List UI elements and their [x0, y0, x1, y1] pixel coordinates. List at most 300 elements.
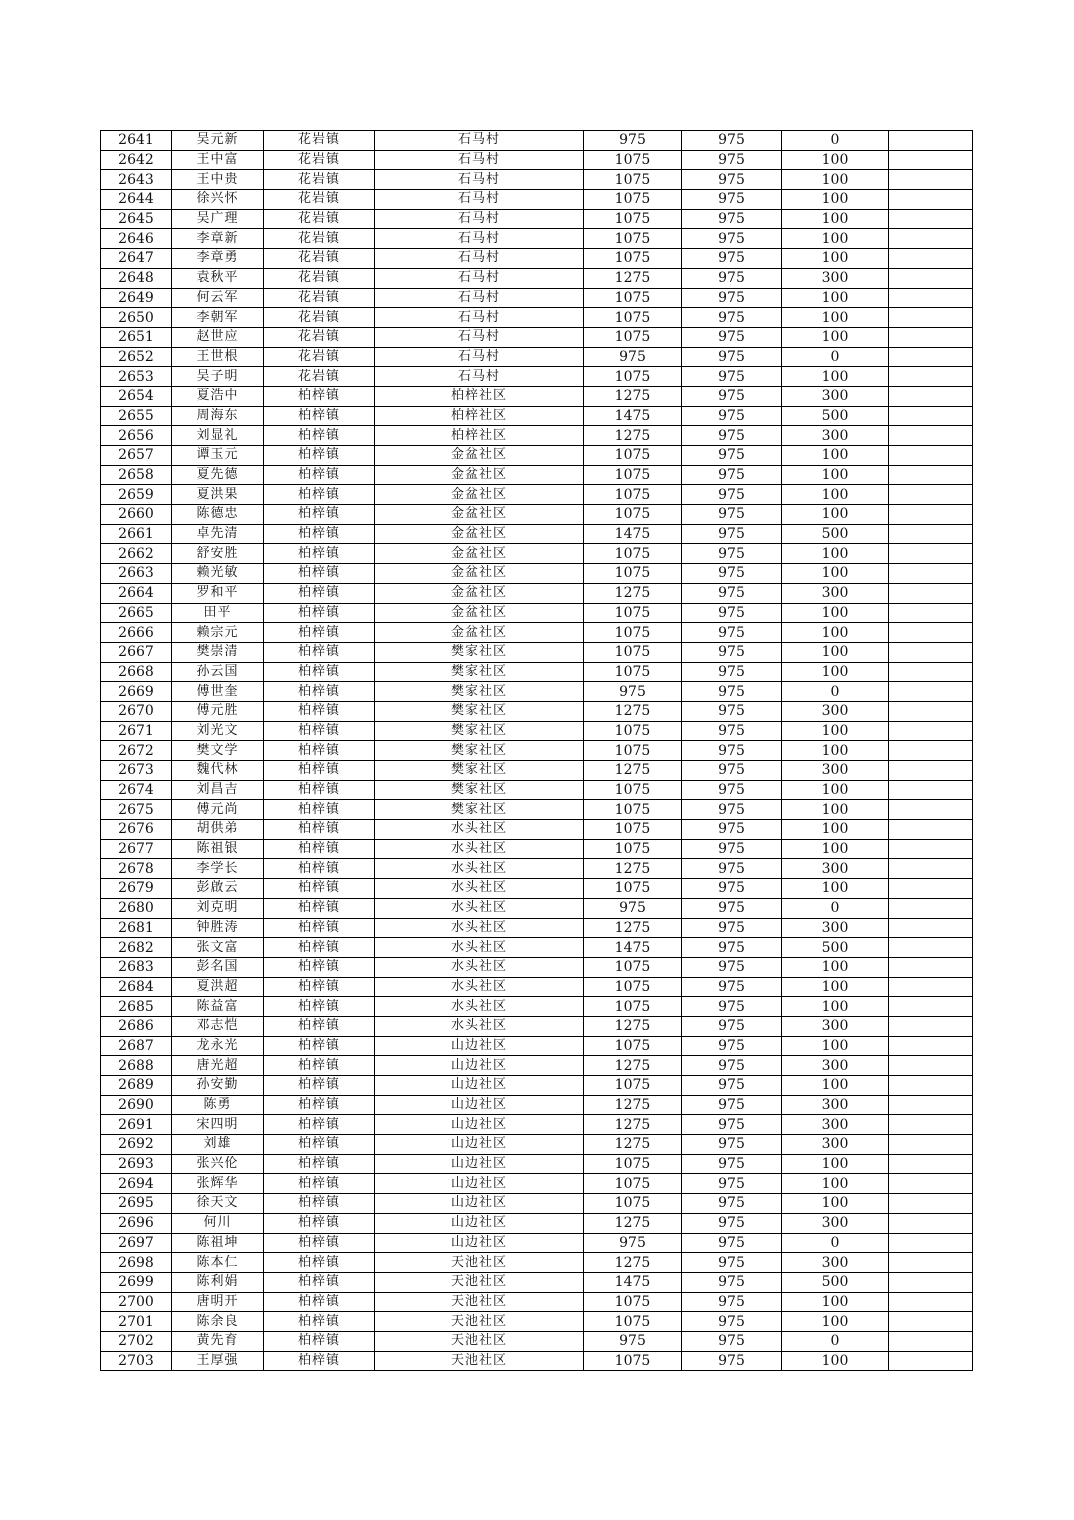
name-cell: 刘昌吉 — [172, 780, 264, 800]
table-row — [101, 347, 973, 367]
row-number-cell: 2681 — [101, 918, 172, 938]
amount-b-cell: 975 — [682, 977, 782, 997]
table-row — [101, 800, 973, 820]
village-cell: 山边社区 — [375, 1174, 584, 1194]
amount-b-cell: 975 — [682, 288, 782, 308]
difference-cell: 100 — [782, 367, 889, 387]
amount-b-cell: 975 — [682, 741, 782, 761]
name-cell: 陈勇 — [172, 1095, 264, 1115]
difference-cell: 100 — [782, 741, 889, 761]
amount-b-cell: 975 — [682, 1194, 782, 1214]
name-cell: 魏代林 — [172, 761, 264, 781]
village-cell: 柏梓社区 — [375, 426, 584, 446]
difference-cell: 100 — [782, 465, 889, 485]
row-number-cell: 2648 — [101, 268, 172, 288]
table-row — [101, 229, 973, 249]
town-cell: 柏梓镇 — [264, 1174, 375, 1194]
difference-cell: 300 — [782, 1095, 889, 1115]
row-number-cell: 2655 — [101, 406, 172, 426]
amount-b-cell: 975 — [682, 524, 782, 544]
row-number-cell: 2692 — [101, 1135, 172, 1155]
remark-cell — [889, 879, 973, 899]
amount-b-cell: 975 — [682, 1351, 782, 1371]
row-number-cell: 2644 — [101, 190, 172, 210]
town-cell: 柏梓镇 — [264, 1272, 375, 1292]
amount-a-cell: 1475 — [584, 524, 682, 544]
name-cell: 李章勇 — [172, 249, 264, 269]
name-cell: 唐光超 — [172, 1056, 264, 1076]
table-row — [101, 1351, 973, 1371]
difference-cell: 300 — [782, 583, 889, 603]
town-cell: 柏梓镇 — [264, 386, 375, 406]
name-cell: 陈祖银 — [172, 839, 264, 859]
name-cell: 王中富 — [172, 150, 264, 170]
row-number-cell: 2642 — [101, 150, 172, 170]
difference-cell: 100 — [782, 1154, 889, 1174]
table-row — [101, 426, 973, 446]
name-cell: 赖光敏 — [172, 564, 264, 584]
amount-a-cell: 1075 — [584, 564, 682, 584]
row-number-cell: 2656 — [101, 426, 172, 446]
remark-cell — [889, 1194, 973, 1214]
village-cell: 水头社区 — [375, 918, 584, 938]
town-cell: 柏梓镇 — [264, 957, 375, 977]
difference-cell: 100 — [782, 505, 889, 525]
row-number-cell: 2699 — [101, 1272, 172, 1292]
town-cell: 柏梓镇 — [264, 918, 375, 938]
town-cell: 柏梓镇 — [264, 1115, 375, 1135]
amount-a-cell: 1075 — [584, 1194, 682, 1214]
amount-b-cell: 975 — [682, 465, 782, 485]
amount-a-cell: 1075 — [584, 820, 682, 840]
town-cell: 柏梓镇 — [264, 544, 375, 564]
village-cell: 天池社区 — [375, 1253, 584, 1273]
town-cell: 柏梓镇 — [264, 1194, 375, 1214]
village-cell: 山边社区 — [375, 1135, 584, 1155]
table-row — [101, 564, 973, 584]
amount-b-cell: 975 — [682, 505, 782, 525]
name-cell: 罗和平 — [172, 583, 264, 603]
difference-cell: 0 — [782, 1331, 889, 1351]
difference-cell: 300 — [782, 859, 889, 879]
amount-a-cell: 1075 — [584, 1292, 682, 1312]
table-row — [101, 859, 973, 879]
name-cell: 周海东 — [172, 406, 264, 426]
remark-cell — [889, 150, 973, 170]
table-row — [101, 150, 973, 170]
village-cell: 金盆社区 — [375, 544, 584, 564]
remark-cell — [889, 131, 973, 151]
name-cell: 陈余良 — [172, 1312, 264, 1332]
amount-a-cell: 1275 — [584, 268, 682, 288]
amount-a-cell: 1075 — [584, 957, 682, 977]
town-cell: 柏梓镇 — [264, 800, 375, 820]
town-cell: 柏梓镇 — [264, 859, 375, 879]
difference-cell: 0 — [782, 347, 889, 367]
difference-cell: 300 — [782, 426, 889, 446]
amount-b-cell: 975 — [682, 347, 782, 367]
row-number-cell: 2663 — [101, 564, 172, 584]
table-row — [101, 1312, 973, 1332]
amount-b-cell: 975 — [682, 1154, 782, 1174]
amount-a-cell: 1075 — [584, 1154, 682, 1174]
town-cell: 柏梓镇 — [264, 1213, 375, 1233]
name-cell: 徐天文 — [172, 1194, 264, 1214]
remark-cell — [889, 288, 973, 308]
row-number-cell: 2643 — [101, 170, 172, 190]
name-cell: 张辉华 — [172, 1174, 264, 1194]
remark-cell — [889, 938, 973, 958]
town-cell: 柏梓镇 — [264, 977, 375, 997]
difference-cell: 500 — [782, 406, 889, 426]
table-row — [101, 642, 973, 662]
amount-a-cell: 1075 — [584, 800, 682, 820]
amount-a-cell: 1075 — [584, 209, 682, 229]
amount-b-cell: 975 — [682, 1016, 782, 1036]
amount-b-cell: 975 — [682, 485, 782, 505]
table-row — [101, 662, 973, 682]
amount-a-cell: 1275 — [584, 701, 682, 721]
amount-b-cell: 975 — [682, 229, 782, 249]
table-row — [101, 524, 973, 544]
difference-cell: 100 — [782, 249, 889, 269]
amount-a-cell: 1275 — [584, 1056, 682, 1076]
row-number-cell: 2673 — [101, 761, 172, 781]
village-cell: 石马村 — [375, 308, 584, 328]
town-cell: 柏梓镇 — [264, 1351, 375, 1371]
table-row — [101, 190, 973, 210]
village-cell: 金盆社区 — [375, 603, 584, 623]
row-number-cell: 2702 — [101, 1331, 172, 1351]
name-cell: 谭玉元 — [172, 446, 264, 466]
town-cell: 柏梓镇 — [264, 446, 375, 466]
remark-cell — [889, 327, 973, 347]
amount-b-cell: 975 — [682, 859, 782, 879]
village-cell: 石马村 — [375, 249, 584, 269]
row-number-cell: 2678 — [101, 859, 172, 879]
difference-cell: 300 — [782, 386, 889, 406]
amount-a-cell: 1075 — [584, 308, 682, 328]
amount-b-cell: 975 — [682, 209, 782, 229]
amount-a-cell: 1275 — [584, 1095, 682, 1115]
table-row — [101, 879, 973, 899]
amount-b-cell: 975 — [682, 446, 782, 466]
amount-b-cell: 975 — [682, 682, 782, 702]
amount-b-cell: 975 — [682, 642, 782, 662]
amount-a-cell: 1275 — [584, 1016, 682, 1036]
village-cell: 水头社区 — [375, 977, 584, 997]
table-row — [101, 1213, 973, 1233]
table-row — [101, 367, 973, 387]
name-cell: 田平 — [172, 603, 264, 623]
name-cell: 赵世应 — [172, 327, 264, 347]
table-row — [101, 1076, 973, 1096]
remark-cell — [889, 780, 973, 800]
table-row — [101, 406, 973, 426]
difference-cell: 100 — [782, 820, 889, 840]
remark-cell — [889, 1272, 973, 1292]
table-row — [101, 308, 973, 328]
amount-b-cell: 975 — [682, 761, 782, 781]
amount-b-cell: 975 — [682, 1056, 782, 1076]
village-cell: 樊家社区 — [375, 721, 584, 741]
amount-b-cell: 975 — [682, 1174, 782, 1194]
amount-a-cell: 1075 — [584, 446, 682, 466]
town-cell: 花岩镇 — [264, 170, 375, 190]
row-number-cell: 2669 — [101, 682, 172, 702]
village-cell: 天池社区 — [375, 1331, 584, 1351]
village-cell: 樊家社区 — [375, 761, 584, 781]
amount-a-cell: 1475 — [584, 406, 682, 426]
remark-cell — [889, 800, 973, 820]
row-number-cell: 2665 — [101, 603, 172, 623]
amount-a-cell: 1275 — [584, 859, 682, 879]
remark-cell — [889, 741, 973, 761]
remark-cell — [889, 268, 973, 288]
row-number-cell: 2675 — [101, 800, 172, 820]
difference-cell: 100 — [782, 1312, 889, 1332]
table-row — [101, 603, 973, 623]
village-cell: 金盆社区 — [375, 524, 584, 544]
table-row — [101, 1135, 973, 1155]
table-row — [101, 446, 973, 466]
name-cell: 王中贵 — [172, 170, 264, 190]
table-row — [101, 1272, 973, 1292]
amount-b-cell: 975 — [682, 701, 782, 721]
difference-cell: 100 — [782, 780, 889, 800]
village-cell: 山边社区 — [375, 1056, 584, 1076]
name-cell: 李朝军 — [172, 308, 264, 328]
row-number-cell: 2659 — [101, 485, 172, 505]
row-number-cell: 2693 — [101, 1154, 172, 1174]
village-cell: 石马村 — [375, 327, 584, 347]
village-cell: 石马村 — [375, 288, 584, 308]
amount-a-cell: 1075 — [584, 780, 682, 800]
amount-b-cell: 975 — [682, 839, 782, 859]
row-number-cell: 2652 — [101, 347, 172, 367]
village-cell: 柏梓社区 — [375, 386, 584, 406]
village-cell: 金盆社区 — [375, 465, 584, 485]
table-row — [101, 485, 973, 505]
amount-a-cell: 1275 — [584, 1135, 682, 1155]
row-number-cell: 2682 — [101, 938, 172, 958]
row-number-cell: 2696 — [101, 1213, 172, 1233]
town-cell: 柏梓镇 — [264, 701, 375, 721]
amount-b-cell: 975 — [682, 662, 782, 682]
village-cell: 山边社区 — [375, 1076, 584, 1096]
difference-cell: 100 — [782, 997, 889, 1017]
remark-cell — [889, 544, 973, 564]
amount-b-cell: 975 — [682, 721, 782, 741]
amount-b-cell: 975 — [682, 938, 782, 958]
town-cell: 花岩镇 — [264, 131, 375, 151]
name-cell: 卓先清 — [172, 524, 264, 544]
village-cell: 金盆社区 — [375, 485, 584, 505]
village-cell: 樊家社区 — [375, 741, 584, 761]
village-cell: 水头社区 — [375, 898, 584, 918]
row-number-cell: 2657 — [101, 446, 172, 466]
village-cell: 樊家社区 — [375, 642, 584, 662]
remark-cell — [889, 170, 973, 190]
difference-cell: 100 — [782, 1292, 889, 1312]
amount-b-cell: 975 — [682, 623, 782, 643]
village-cell: 山边社区 — [375, 1233, 584, 1253]
name-cell: 何川 — [172, 1213, 264, 1233]
village-cell: 水头社区 — [375, 839, 584, 859]
amount-a-cell: 1075 — [584, 977, 682, 997]
village-cell: 水头社区 — [375, 1016, 584, 1036]
difference-cell: 100 — [782, 190, 889, 210]
row-number-cell: 2700 — [101, 1292, 172, 1312]
remark-cell — [889, 1135, 973, 1155]
amount-b-cell: 975 — [682, 1135, 782, 1155]
difference-cell: 0 — [782, 898, 889, 918]
town-cell: 花岩镇 — [264, 347, 375, 367]
amount-a-cell: 1075 — [584, 1351, 682, 1371]
amount-b-cell: 975 — [682, 583, 782, 603]
row-number-cell: 2664 — [101, 583, 172, 603]
town-cell: 柏梓镇 — [264, 780, 375, 800]
town-cell: 柏梓镇 — [264, 1076, 375, 1096]
village-cell: 石马村 — [375, 170, 584, 190]
village-cell: 石马村 — [375, 190, 584, 210]
remark-cell — [889, 662, 973, 682]
difference-cell: 100 — [782, 839, 889, 859]
name-cell: 王世根 — [172, 347, 264, 367]
name-cell: 刘克明 — [172, 898, 264, 918]
village-cell: 石马村 — [375, 209, 584, 229]
table-row — [101, 327, 973, 347]
row-number-cell: 2660 — [101, 505, 172, 525]
remark-cell — [889, 1036, 973, 1056]
amount-a-cell: 1075 — [584, 150, 682, 170]
table-row — [101, 977, 973, 997]
village-cell: 樊家社区 — [375, 780, 584, 800]
row-number-cell: 2701 — [101, 1312, 172, 1332]
amount-a-cell: 1075 — [584, 170, 682, 190]
amount-a-cell: 1075 — [584, 642, 682, 662]
town-cell: 柏梓镇 — [264, 426, 375, 446]
table-row — [101, 131, 973, 151]
name-cell: 吴元新 — [172, 131, 264, 151]
village-cell: 天池社区 — [375, 1292, 584, 1312]
village-cell: 石马村 — [375, 131, 584, 151]
difference-cell: 100 — [782, 800, 889, 820]
remark-cell — [889, 367, 973, 387]
name-cell: 陈祖坤 — [172, 1233, 264, 1253]
town-cell: 柏梓镇 — [264, 583, 375, 603]
difference-cell: 300 — [782, 1213, 889, 1233]
amount-b-cell: 975 — [682, 879, 782, 899]
town-cell: 柏梓镇 — [264, 465, 375, 485]
difference-cell: 100 — [782, 150, 889, 170]
town-cell: 柏梓镇 — [264, 1036, 375, 1056]
row-number-cell: 2685 — [101, 997, 172, 1017]
table-row — [101, 1016, 973, 1036]
village-cell: 山边社区 — [375, 1036, 584, 1056]
amount-a-cell: 975 — [584, 682, 682, 702]
amount-a-cell: 1075 — [584, 1312, 682, 1332]
row-number-cell: 2666 — [101, 623, 172, 643]
amount-a-cell: 1275 — [584, 918, 682, 938]
table-row — [101, 465, 973, 485]
town-cell: 柏梓镇 — [264, 1095, 375, 1115]
difference-cell: 0 — [782, 682, 889, 702]
remark-cell — [889, 977, 973, 997]
amount-a-cell: 1075 — [584, 1174, 682, 1194]
row-number-cell: 2674 — [101, 780, 172, 800]
row-number-cell: 2647 — [101, 249, 172, 269]
table-row — [101, 780, 973, 800]
amount-a-cell: 1275 — [584, 386, 682, 406]
table-row — [101, 957, 973, 977]
amount-b-cell: 975 — [682, 1292, 782, 1312]
table-row — [101, 268, 973, 288]
village-cell: 山边社区 — [375, 1095, 584, 1115]
table-row — [101, 1194, 973, 1214]
difference-cell: 100 — [782, 229, 889, 249]
village-cell: 山边社区 — [375, 1115, 584, 1135]
village-cell: 樊家社区 — [375, 701, 584, 721]
row-number-cell: 2695 — [101, 1194, 172, 1214]
remark-cell — [889, 820, 973, 840]
amount-a-cell: 1275 — [584, 426, 682, 446]
village-cell: 天池社区 — [375, 1272, 584, 1292]
village-cell: 金盆社区 — [375, 446, 584, 466]
name-cell: 孙云国 — [172, 662, 264, 682]
difference-cell: 100 — [782, 288, 889, 308]
village-cell: 山边社区 — [375, 1213, 584, 1233]
town-cell: 柏梓镇 — [264, 839, 375, 859]
remark-cell — [889, 1351, 973, 1371]
remark-cell — [889, 1331, 973, 1351]
name-cell: 黄先育 — [172, 1331, 264, 1351]
remark-cell — [889, 1174, 973, 1194]
row-number-cell: 2670 — [101, 701, 172, 721]
amount-b-cell: 975 — [682, 268, 782, 288]
village-cell: 金盆社区 — [375, 623, 584, 643]
remark-cell — [889, 1076, 973, 1096]
remark-cell — [889, 1016, 973, 1036]
amount-b-cell: 975 — [682, 957, 782, 977]
remark-cell — [889, 957, 973, 977]
name-cell: 张兴伦 — [172, 1154, 264, 1174]
table-row — [101, 209, 973, 229]
amount-b-cell: 975 — [682, 1213, 782, 1233]
amount-a-cell: 1075 — [584, 367, 682, 387]
row-number-cell: 2668 — [101, 662, 172, 682]
difference-cell: 100 — [782, 1351, 889, 1371]
village-cell: 山边社区 — [375, 1154, 584, 1174]
village-cell: 金盆社区 — [375, 583, 584, 603]
town-cell: 柏梓镇 — [264, 682, 375, 702]
amount-a-cell: 975 — [584, 347, 682, 367]
remark-cell — [889, 190, 973, 210]
amount-a-cell: 1275 — [584, 583, 682, 603]
row-number-cell: 2697 — [101, 1233, 172, 1253]
amount-a-cell: 975 — [584, 131, 682, 151]
difference-cell: 0 — [782, 1233, 889, 1253]
amount-b-cell: 975 — [682, 997, 782, 1017]
table-row — [101, 820, 973, 840]
amount-a-cell: 1075 — [584, 544, 682, 564]
remark-cell — [889, 229, 973, 249]
name-cell: 夏浩中 — [172, 386, 264, 406]
remark-cell — [889, 446, 973, 466]
amount-b-cell: 975 — [682, 367, 782, 387]
amount-a-cell: 975 — [584, 1331, 682, 1351]
village-cell: 水头社区 — [375, 997, 584, 1017]
